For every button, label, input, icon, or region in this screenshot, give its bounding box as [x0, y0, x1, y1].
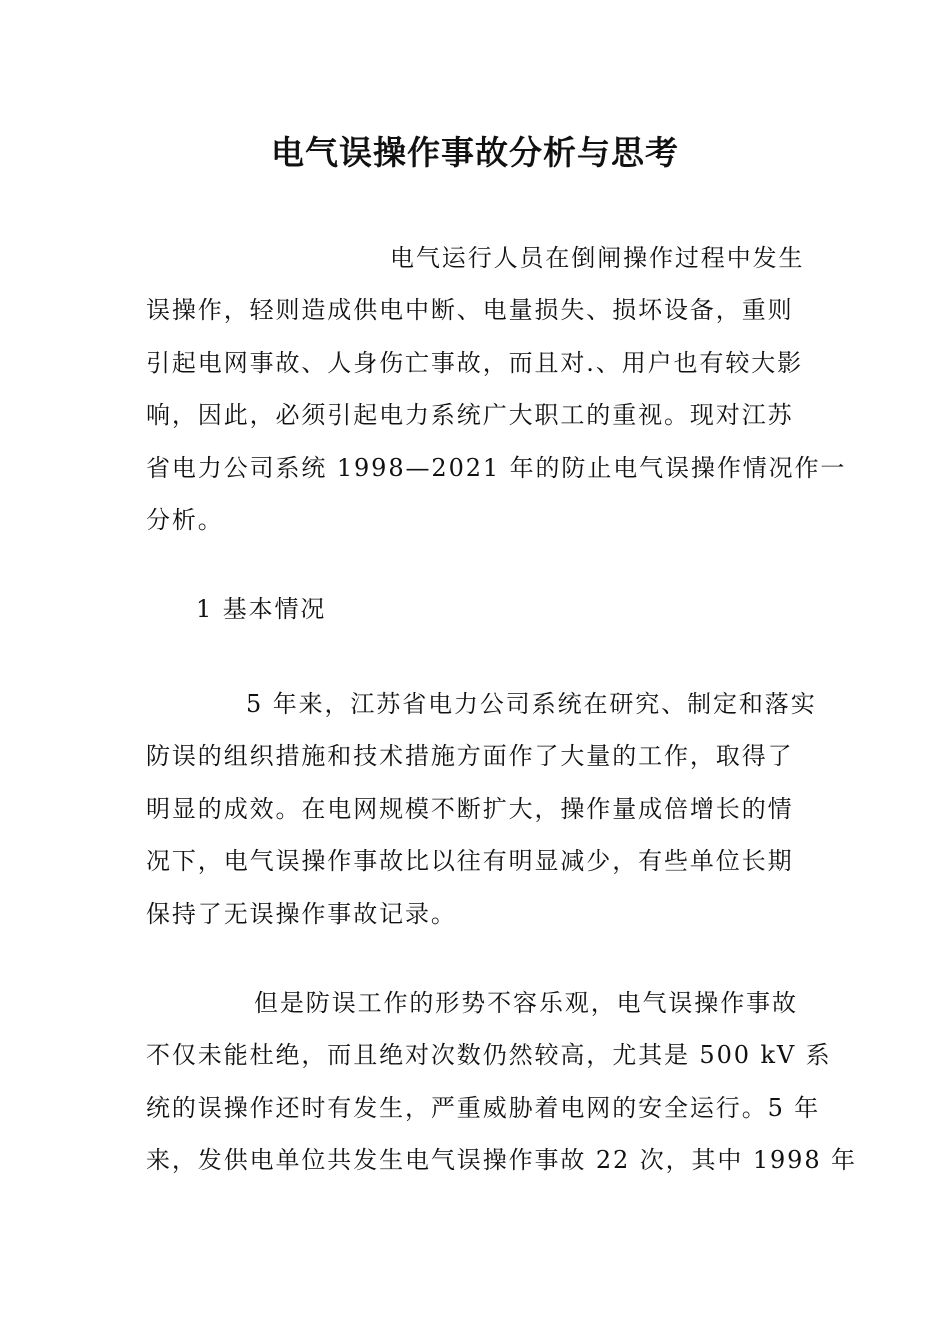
paragraph-line: 引起电网事故、人身伤亡事故，而且对.、用户也有较大影 [146, 348, 804, 377]
paragraph-line: 但是防误工作的形势不容乐观，电气误操作事故 [254, 989, 798, 1017]
paragraph-line: 统的误操作还时有发生，严重威胁着电网的安全运行。5 年 [146, 1093, 821, 1122]
paragraph-line: 不仅未能杜绝，而且绝对次数仍然较高，尤其是 500 kV 系 [146, 1041, 832, 1070]
document-title: 电气误操作事故分析与思考 [271, 133, 679, 172]
paragraph-line: 响，因此，必须引起电力系统广大职工的重视。现对江苏 [146, 401, 794, 430]
paragraph-intro [146, 232, 847, 546]
paragraph-line: 电气运行人员在倒闸操作过程中发生 [390, 244, 805, 272]
paragraph-line: 省电力公司系统 1998—2021 年的防止电气误操作情况作一 [146, 453, 847, 482]
paragraph-line: 来，发供电单位共发生电气误操作事故 22 次，其中 1998 年 [146, 1146, 857, 1175]
paragraph-situation [146, 977, 857, 1187]
paragraph-line: 明显的成效。在电网规模不断扩大，操作量成倍增长的情 [146, 794, 794, 823]
paragraph-line: 误操作，轻则造成供电中断、电量损失、损坏设备，重则 [146, 296, 794, 325]
paragraph-line: 保持了无误操作事故记录。 [146, 899, 457, 928]
section-heading-basic-situation: 1 基本情况 [196, 595, 327, 623]
paragraph-line: 分析。 [146, 505, 224, 534]
paragraph-line: 防误的组织措施和技术措施方面作了大量的工作，取得了 [146, 742, 794, 771]
paragraph-achievements [146, 678, 817, 940]
paragraph-line: 5 年来，江苏省电力公司系统在研究、制定和落实 [246, 690, 817, 718]
paragraph-line: 况下，电气误操作事故比以往有明显减少，有些单位长期 [146, 847, 794, 876]
